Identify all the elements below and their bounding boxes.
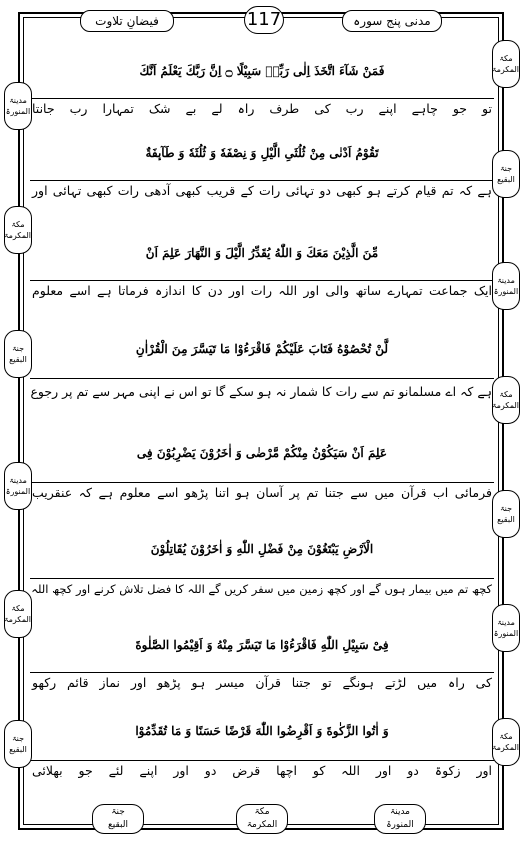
urdu-translation: ہے کہ اے مسلمانو تم سے رات کا شمار نہ ہو سکے گا تو اس نے اپنی مہر سے تم پر رجوع [30,384,492,399]
badge-line: البقیع [497,515,515,524]
badge-line: المکرمۃ [3,615,31,624]
badge-line: مکۃ [254,807,270,817]
badge-line: مدینۃ [497,276,515,285]
badge-line: جنۃ [111,807,125,817]
badge-line: البقیع [9,355,27,364]
urdu-translation: ہے کہ تم قیام کرتے ہو کبھی دو تہائی رات کے قریب کبھی آدھی رات کبھی تہائی اور [32,183,492,198]
side-badge-left [4,720,32,768]
badge-line: المنورۃ [5,107,31,116]
page-header [0,6,522,32]
footer-badge-right [374,804,426,834]
side-badge-right [492,40,520,88]
urdu-translation: اور زکوۃ دو اور اللہ کو اچھا قرض دو اور اپنے لئے جو بھلائی [32,763,492,778]
badge-line: المکرمۃ [3,231,31,240]
arabic-line: لَّنْ تُحْصُوْهُ فَتَابَ عَلَیْكُمْ فَاقْرَءُوْا مَا تَیَسَّرَ مِنَ الْقُرْاٰنِ [135,342,389,356]
footer-badge-center [236,804,288,834]
badge-line: المکرمۃ [491,65,519,74]
badge-line: جنۃ [499,504,513,513]
footer-badge-left [92,804,144,834]
urdu-translation: تو جو چاہے اپنے رب کی طرف راہ لے بے شک تمہارا رب جانتا [32,101,492,116]
side-badge-left [4,206,32,254]
page-footer [0,790,522,840]
badge-line: البقیع [9,745,27,754]
badge-line: مدینۃ [497,618,515,627]
urdu-translation: کچھ تم میں بیمار ہوں گے اور کچھ زمین میں سفر کریں گے اللہ کا فضل تلاش کرنے اور کچھ اللہ [31,582,492,596]
side-badge-right [492,150,520,198]
side-badge-left [4,590,32,638]
side-badge-left [4,462,32,510]
badge-line: جنۃ [499,164,513,173]
badge-line: جنۃ [11,734,25,743]
urdu-translation: ایک جماعت تمہارے ساتھ والی اور اللہ رات اور دن کا اندازہ فرماتا ہے اسے معلوم [32,283,492,298]
arabic-line: عَلِمَ اَنْ سَیَكُوْنُ مِنْكُمْ مَّرْضٰی وَ اٰخَرُوْنَ یَضْرِبُوْنَ فِی [136,446,388,460]
badge-line: المکرمۃ [491,743,519,752]
side-badge-left [4,330,32,378]
page-number: 117 [244,6,284,34]
badge-line: المنورۃ [493,287,519,296]
book-title-left: فیضانِ تلاوت [80,10,174,32]
badge-line: المنورۃ [386,820,414,830]
side-badge-right [492,604,520,652]
quran-text-area [26,36,498,778]
badge-line: المنورۃ [5,487,31,496]
arabic-line: فَمَنْ شَآءَ اتَّخَذَ اِلٰی رَبِّهٖ سَبِیْلًا ۝ اِنَّ رَبَّكَ یَعْلَمُ اَنَّكَ [139,64,385,78]
arabic-line: وَ اٰتُوا الزَّكٰوةَ وَ اَقْرِضُوا اللّٰهَ قَرْضًا حَسَنًا وَ مَا تُقَدِّمُوْا [135,724,389,738]
badge-line: المنورۃ [493,629,519,638]
badge-line: مکۃ [11,604,25,613]
line-rule [30,378,494,379]
side-badge-right [492,718,520,766]
badge-line: المکرمۃ [246,820,278,830]
badge-line: مکۃ [11,220,25,229]
side-badge-right [492,262,520,310]
badge-line: مکۃ [499,390,513,399]
badge-line: مدینۃ [9,476,27,485]
side-badge-right [492,490,520,538]
side-badge-left [4,82,32,130]
badge-line: المکرمۃ [491,401,519,410]
book-title-right: مدنی پنج سورہ [342,10,442,32]
badge-line: مدینۃ [389,807,411,817]
arabic-line: مِّنَ الَّذِیْنَ مَعَكَ وَ اللّٰهُ یُقَدِّرُ الَّیْلَ وَ النَّهَارَ عَلِمَ اَنْ [145,246,379,260]
badge-line: مکۃ [499,54,513,63]
badge-line: مدینۃ [9,96,27,105]
urdu-translation: کی راہ میں لڑتے ہونگے تو جتنا قرآن میسر ہو پڑھو اور نماز قائم رکھو [32,675,492,690]
badge-line: جنۃ [11,344,25,353]
arabic-line: الْاَرْضِ یَبْتَغُوْنَ مِنْ فَضْلِ اللّٰهِ وَ اٰخَرُوْنَ یُقَاتِلُوْنَ [150,542,374,556]
arabic-line: تَقُوْمُ اَدْنٰی مِنْ ثُلُثَیِ الَّیْلِ وَ نِصْفَهٗ وَ ثُلُثَهٗ وَ طَآىٕفَةٌ [145,146,379,160]
arabic-line: فِیْ سَبِیْلِ اللّٰهِ فَاقْرَءُوْا مَا تَیَسَّرَ مِنْهُ وَ اَقِیْمُوا الصَّلٰوةَ [135,638,389,652]
badge-line: البقیع [497,175,515,184]
urdu-translation: فرمائی اب قرآن میں سے جتنا تم پر آسان ہو اتنا پڑھو اسے معلوم ہے کہ عنقریب [32,485,492,500]
badge-line: البقیع [107,820,129,830]
side-badge-right [492,376,520,424]
badge-line: مکۃ [499,732,513,741]
